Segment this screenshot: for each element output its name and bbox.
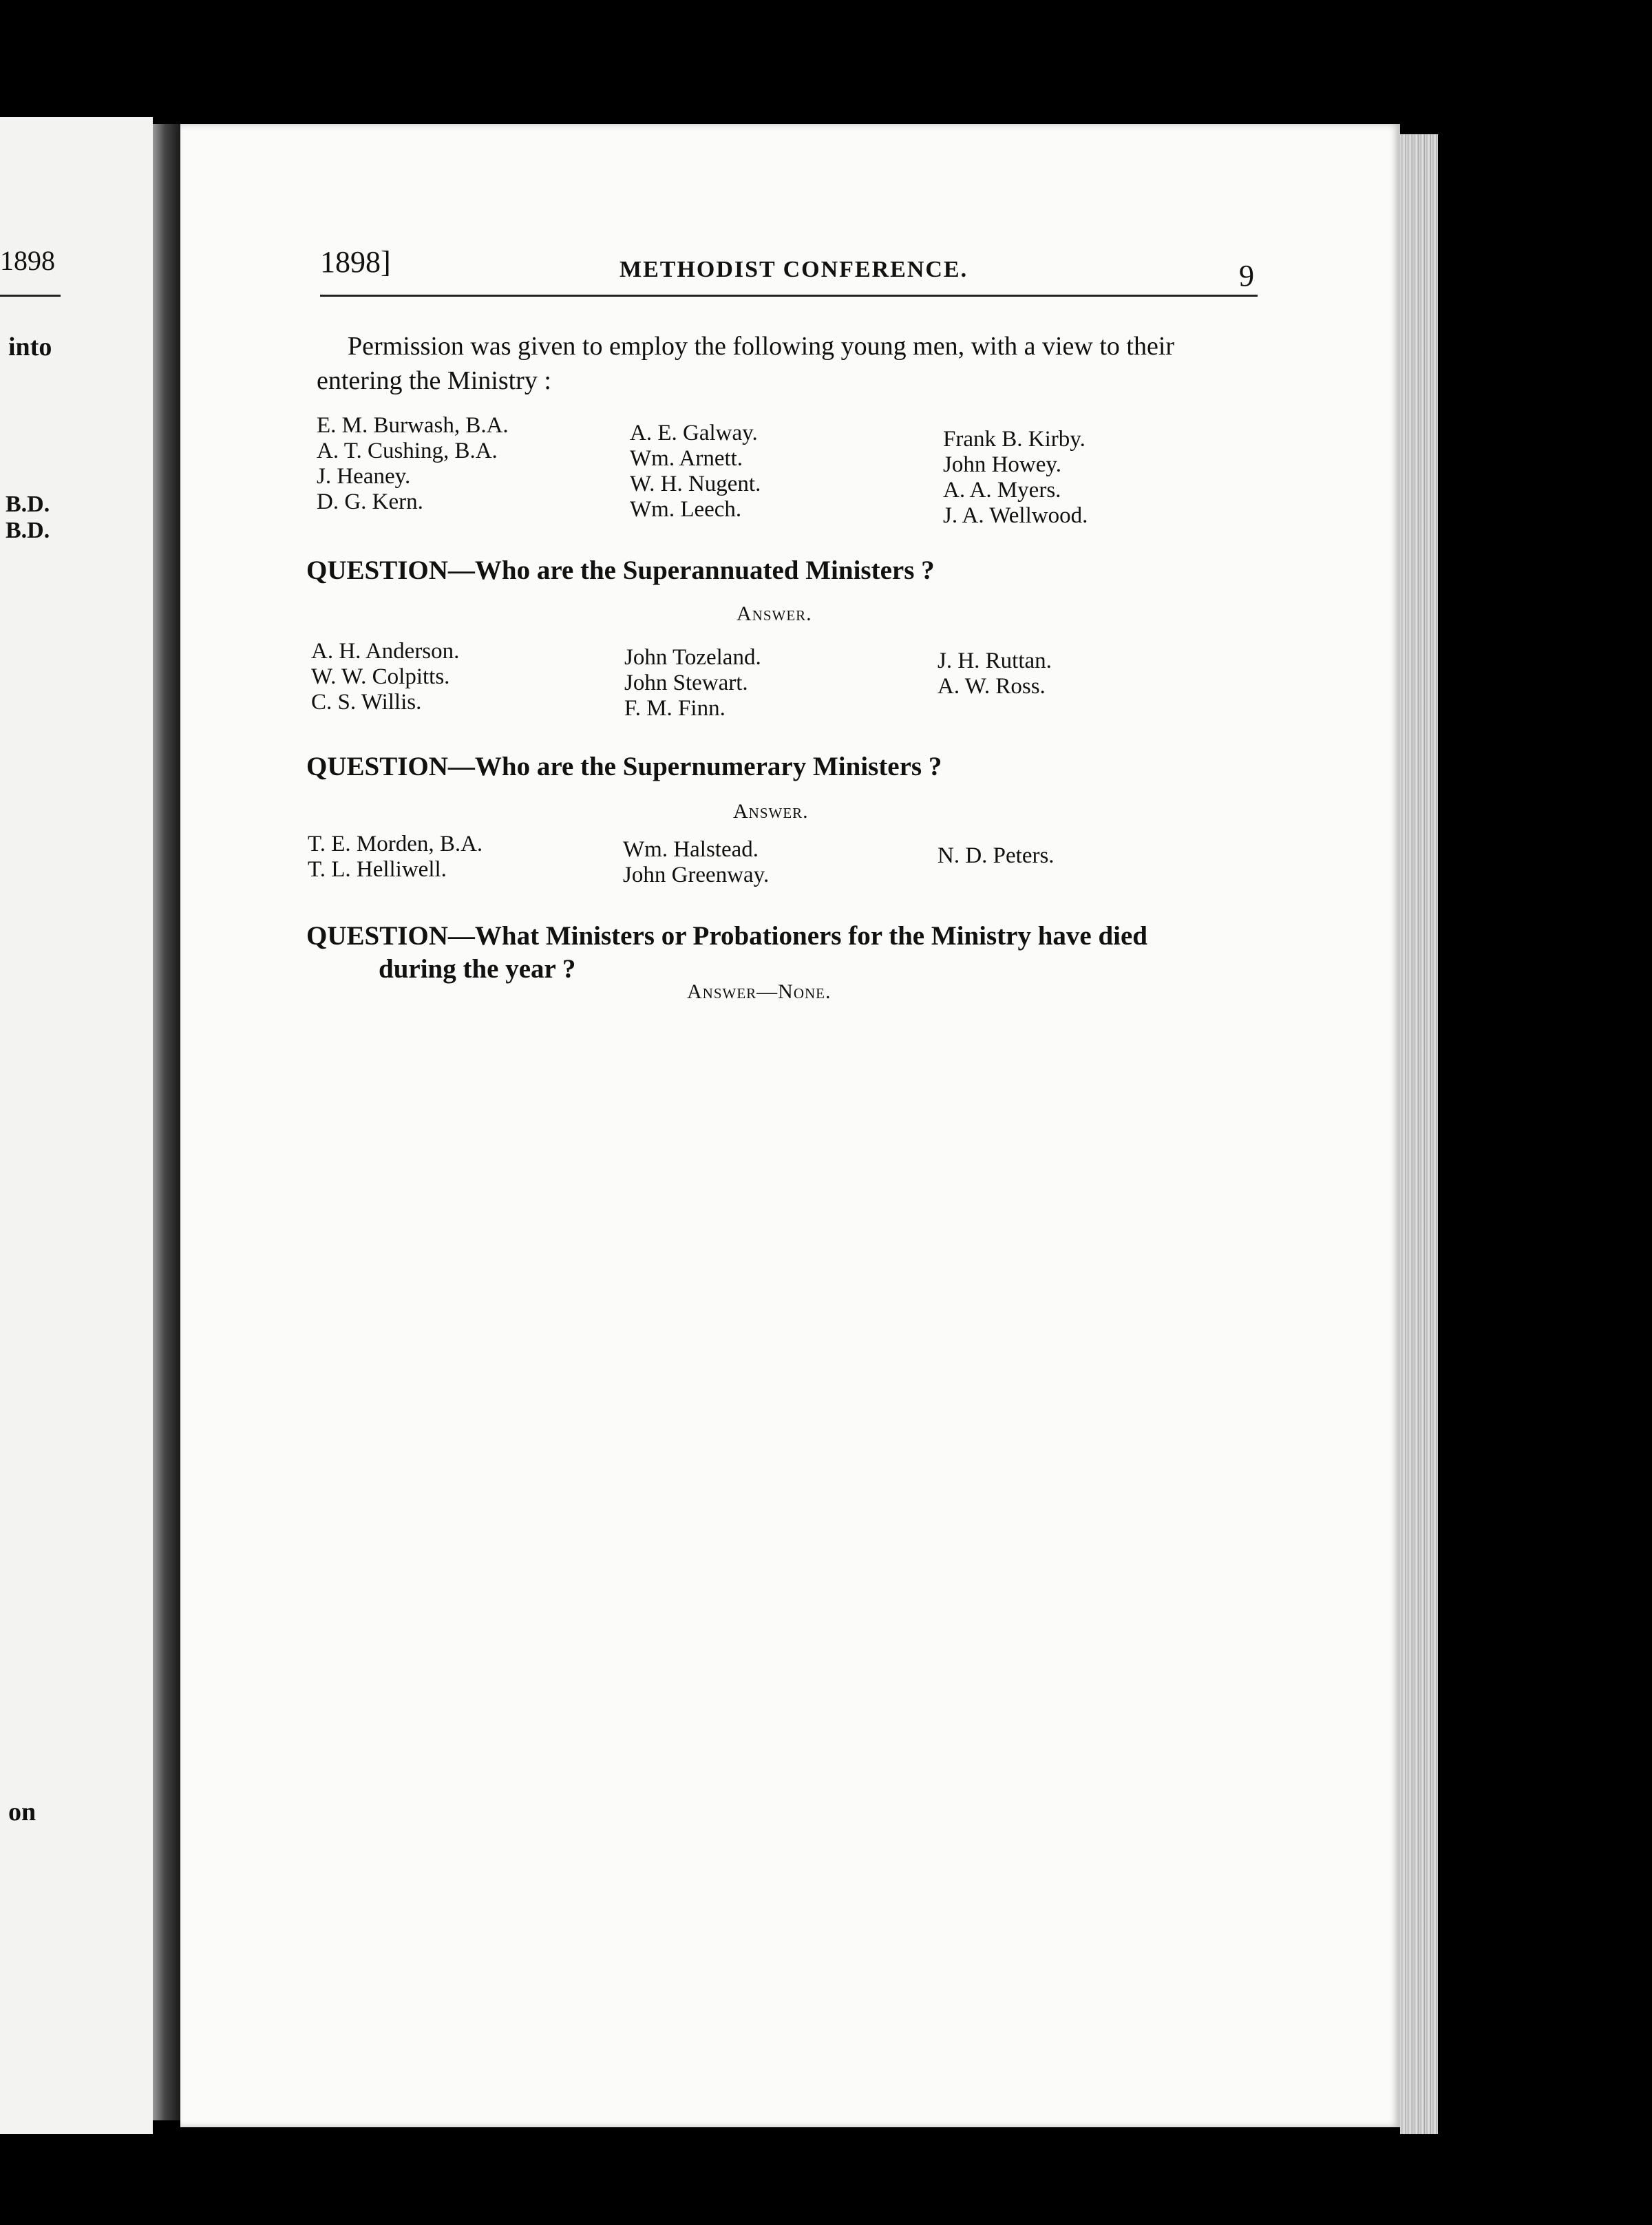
minister-name: John Tozeland. [624, 645, 761, 670]
question-superannuated: QUESTION—Who are the Superannuated Ministers ? [306, 556, 935, 585]
left-page-word: B.D. [6, 492, 50, 517]
page-number: 9 [1239, 259, 1254, 293]
left-page-rule [0, 295, 61, 297]
minister-name: T. E. Morden, B.A. [308, 832, 483, 856]
page-edges [1400, 134, 1438, 2134]
supernumerary-column-1 [308, 832, 483, 883]
permission-column-1 [317, 413, 509, 515]
previous-page [0, 117, 153, 2134]
minister-name: F. M. Finn. [624, 696, 726, 721]
minister-name: John Howey. [943, 452, 1062, 477]
left-page-word: B.D. [6, 518, 50, 543]
minister-name: A. T. Cushing, B.A. [317, 439, 498, 463]
minister-name: D. G. Kern. [317, 489, 423, 514]
answer-label: Answer. [737, 602, 812, 625]
superannuated-column-3 [938, 648, 1052, 699]
minister-name: A. W. Ross. [938, 674, 1046, 699]
superannuated-column-2 [624, 645, 761, 721]
permission-column-2 [630, 421, 761, 523]
minister-name: C. S. Willis. [311, 690, 422, 715]
left-page-word: into [8, 333, 52, 361]
question-died-line-2: during the year ? [379, 954, 576, 984]
book-gutter [153, 124, 180, 2120]
superannuated-column-1 [311, 639, 459, 715]
supernumerary-column-3 [938, 843, 1055, 869]
minister-name: N. D. Peters. [938, 843, 1055, 868]
permission-text: Permission was given to employ the following young men, with a view to their entering the Ministry : [317, 332, 1175, 395]
minister-name: Wm. Halstead. [623, 837, 759, 862]
permission-column-3 [943, 427, 1088, 529]
minister-name: J. Heaney. [317, 464, 411, 489]
minister-name: W. H. Nugent. [630, 472, 761, 496]
minister-name: Wm. Arnett. [630, 446, 743, 471]
minister-name: E. M. Burwash, B.A. [317, 413, 509, 438]
header-rule [320, 295, 1258, 297]
permission-paragraph [317, 329, 1260, 398]
running-header-year: 1898] [320, 245, 391, 279]
minister-name: T. L. Helliwell. [308, 857, 447, 882]
minister-name: John Greenway. [623, 863, 770, 887]
minister-name: Wm. Leech. [630, 497, 742, 522]
left-page-year: 1898 [0, 245, 55, 276]
minister-name: W. W. Colpitts. [311, 664, 450, 689]
answer-label: Answer. [733, 800, 809, 823]
minister-name: J. H. Ruttan. [938, 648, 1052, 673]
minister-name: John Stewart. [624, 671, 748, 695]
minister-name: A. A. Myers. [943, 478, 1061, 503]
minister-name: Frank B. Kirby. [943, 427, 1086, 452]
question-supernumerary: QUESTION—Who are the Supernumerary Ministers ? [306, 752, 942, 781]
question-died [306, 920, 1284, 986]
supernumerary-column-2 [623, 837, 769, 888]
left-page-word: on [8, 1797, 36, 1826]
running-header-title: METHODIST CONFERENCE. [620, 257, 968, 282]
answer-none: Answer—None. [687, 980, 832, 1003]
minister-name: A. E. Galway. [630, 421, 758, 445]
question-died-line-1: QUESTION—What Ministers or Probationers for the Ministry have died [306, 921, 1147, 951]
minister-name: J. A. Wellwood. [943, 503, 1088, 528]
minister-name: A. H. Anderson. [311, 639, 460, 664]
